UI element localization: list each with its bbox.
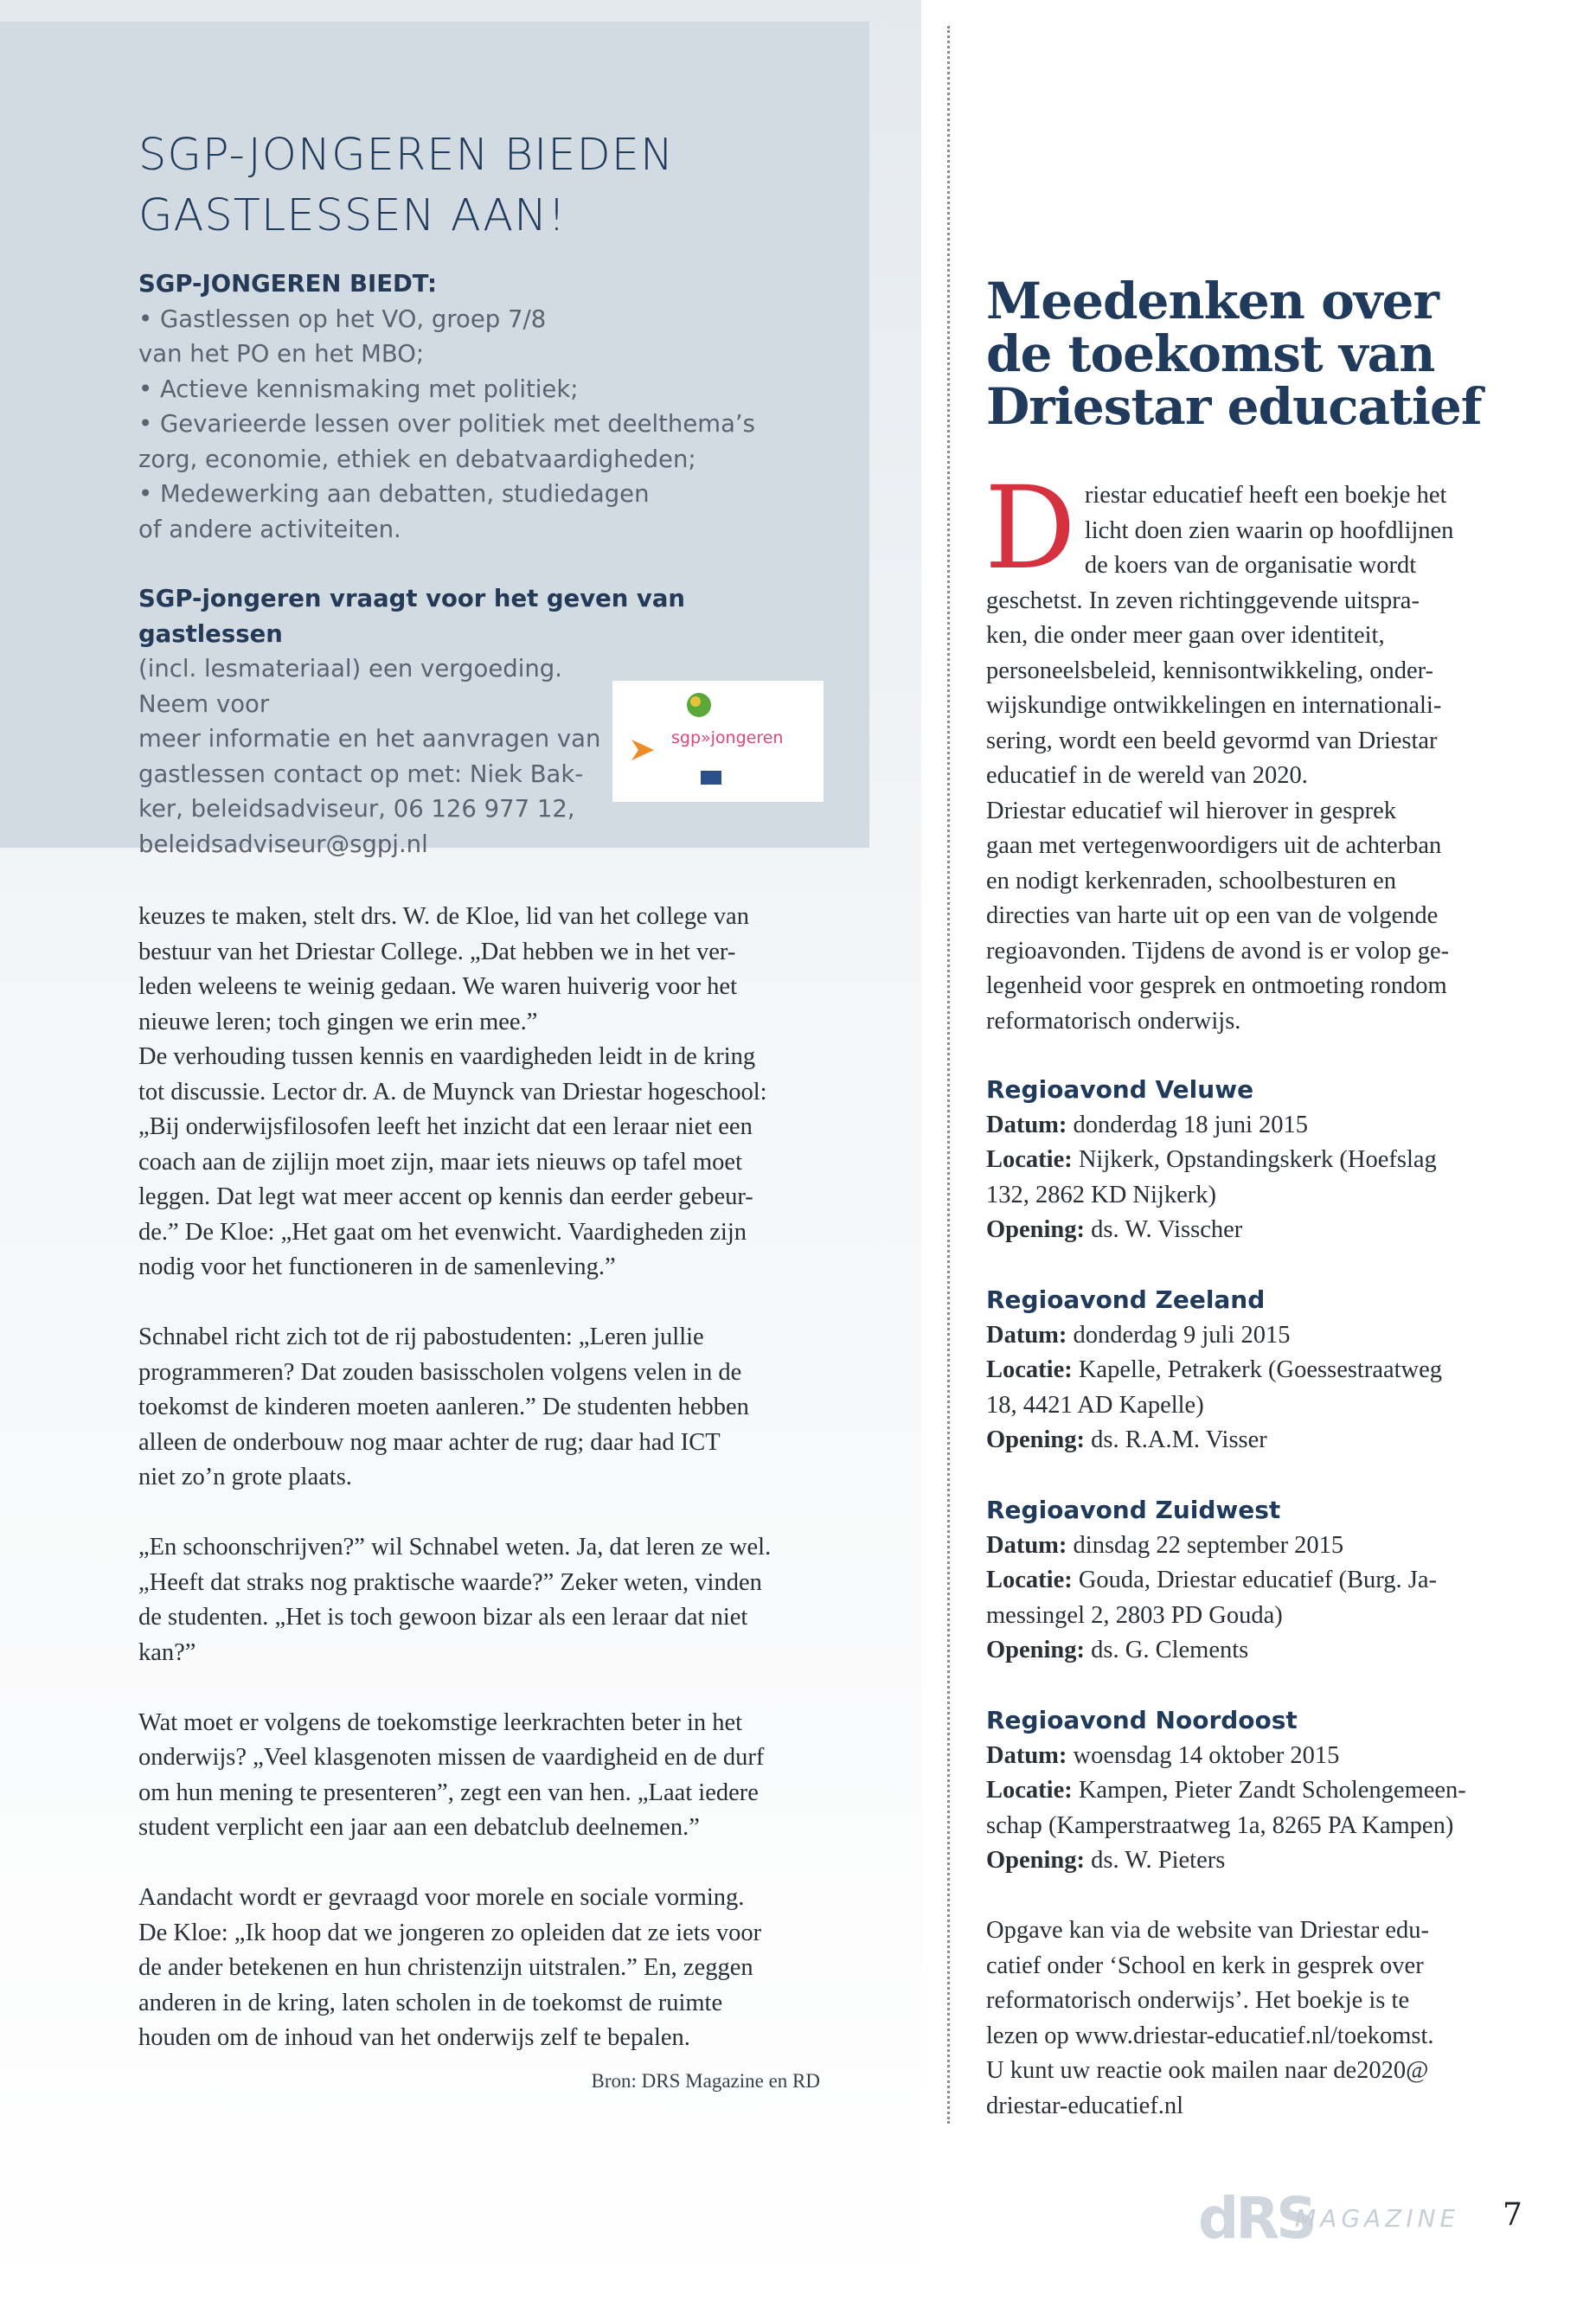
sgp-jongeren-logo	[612, 681, 824, 802]
intro-line: regioavonden. Tijdens de avond is er volop ge-	[986, 937, 1450, 965]
intro-line: gaan met vertegenwoordigers uit de achterban	[986, 832, 1442, 859]
article-line: leggen. Dat legt wat meer accent op kennis dan eerder gebeur-	[138, 1183, 753, 1210]
location-value: Kapelle, Petrakerk (Goessestraatweg	[1072, 1356, 1443, 1383]
article-closing	[986, 1913, 1540, 2124]
opening-label: Opening:	[986, 1426, 1086, 1453]
closing-line: catief onder ‘School en kerk in gesprek over	[986, 1952, 1424, 1979]
article-line: bestuur van het Driestar College. „Dat hebben we in het ver-	[138, 938, 736, 965]
intro-line: licht doen zien waarin op hoofdlijnen	[1084, 516, 1454, 544]
event-date	[986, 1318, 1540, 1354]
event-location	[986, 1143, 1540, 1178]
box-title-line: GASTLESSEN AAN!	[138, 190, 567, 241]
date-label: Datum:	[986, 1111, 1067, 1138]
title-line: Driestar educatief	[986, 377, 1482, 436]
intro-line: riestar educatief heeft een boekje het	[1084, 482, 1447, 509]
article-line: programmeren? Dat zouden basisscholen volgens velen in de	[138, 1358, 742, 1386]
article-line: „En schoonschrijven?” wil Schnabel weten. Ja, dat leren ze wel.	[138, 1534, 772, 1561]
event-date	[986, 1529, 1540, 1564]
event-title: Regioavond Zuidwest	[986, 1496, 1281, 1524]
closing-line: U kunt uw reactie ook mailen naar de2020@	[986, 2057, 1429, 2084]
location-label: Locatie:	[986, 1777, 1073, 1804]
email-link[interactable]: beleidsadviseur@sgpj.nl	[138, 830, 428, 858]
date-value: dinsdag 22 september 2015	[1067, 1531, 1344, 1559]
contact-line: gastlessen contact op met: Niek Bak-	[138, 760, 584, 788]
event-location	[986, 1353, 1540, 1388]
event-date	[986, 1108, 1540, 1144]
offer-line: • Gastlessen op het VO, groep 7/8	[138, 304, 547, 333]
closing-line: driestar-educatief.nl	[986, 2092, 1184, 2119]
regioavond-item	[986, 1283, 1540, 1458]
contact-line: meer informatie en het aanvragen van	[138, 725, 601, 753]
article-line: toekomst de kinderen moeten aanleren.” De studenten hebben	[138, 1394, 749, 1420]
intro-line: de koers van de organisatie wordt	[1084, 552, 1417, 579]
offer-line: • Gevarieerde lessen over politiek met deelthema’s	[138, 410, 755, 438]
opening-value: ds. W. Visscher	[1085, 1216, 1243, 1243]
article-line: houden om de inhoud van het onderwijs zelf te bepalen.	[138, 2024, 690, 2051]
box-title	[138, 125, 796, 247]
article-line: „Bij onderwijsfilosofen leeft het inzicht dat een leraar niet een	[138, 1113, 753, 1140]
article-right-title	[986, 272, 1574, 436]
date-label: Datum:	[986, 1531, 1067, 1559]
article-line: tot discussie. Lector dr. A. de Muynck van Driestar hogeschool:	[138, 1078, 767, 1106]
intro-line: legenheid voor gesprek en ontmoeting rondom	[986, 972, 1447, 999]
box-title-line: SGP-JONGEREN BIEDEN	[138, 130, 675, 181]
article-line: Aandacht wordt er gevraagd voor morele en sociale vorming.	[138, 1884, 745, 1911]
intro-line: en nodigt kerkenraden, schoolbesturen en	[986, 867, 1397, 894]
location-value-cont: messingel 2, 2803 PD Gouda)	[986, 1601, 1283, 1629]
logo-orange-arrow	[631, 740, 654, 760]
event-title: Regioavond Noordoost	[986, 1706, 1298, 1734]
article-left-body	[138, 900, 830, 2056]
location-value: Gouda, Driestar educatief (Burg. Ja-	[1072, 1567, 1437, 1593]
drs-logo-letters: dRS	[1198, 2185, 1314, 2252]
date-value: donderdag 18 juni 2015	[1067, 1111, 1309, 1138]
article-line: De Kloe: „Ik hoop dat we jongeren zo opleiden dat ze iets voor	[138, 1919, 762, 1946]
date-label: Datum:	[986, 1741, 1067, 1769]
intro-line: directies van harte uit op een van de volgende	[986, 902, 1439, 929]
article-line: Schnabel richt zich tot de rij pabostudenten: „Leren jullie	[138, 1324, 704, 1350]
logo-blue-block	[701, 771, 721, 785]
event-title: Regioavond Zeeland	[986, 1285, 1266, 1314]
article-line: de ander betekenen en hun christenzijn uitstralen.” En, zeggen	[138, 1954, 753, 1981]
offer-line: zorg, economie, ethiek en debatvaardigheden;	[138, 445, 696, 473]
article-line: niet zo’n grote plaats.	[138, 1464, 352, 1490]
article-line: nieuwe leren; toch gingen we erin mee.”	[138, 1008, 538, 1035]
regioavond-list	[986, 1073, 1540, 1913]
opening-value: ds. R.A.M. Visser	[1085, 1426, 1267, 1453]
article-line: nodig voor het functioneren in de samenleving.”	[138, 1253, 616, 1280]
article-line: onderwijs? „Veel klasgenoten missen de vaardigheid en de durf	[138, 1744, 765, 1771]
date-value: donderdag 9 juli 2015	[1067, 1321, 1291, 1349]
article-line: coach aan de zijlijn moet zijn, maar iets nieuws op tafel moet	[138, 1148, 742, 1176]
location-label: Locatie:	[986, 1146, 1073, 1173]
logo-text: sgp»jongeren	[671, 728, 784, 747]
intro-line: geschetst. In zeven richtinggevende uitspra-	[986, 586, 1420, 614]
drop-cap: D	[984, 462, 1076, 595]
contact-line: ker, beleidsadviseur, 06 126 977 12,	[138, 795, 575, 823]
title-line: de toekomst van	[986, 324, 1435, 383]
sgp-logo-graphic	[612, 681, 824, 802]
opening-value: ds. W. Pieters	[1085, 1847, 1226, 1874]
magazine-wordmark: MAGAZINE	[1295, 2204, 1460, 2233]
article-source: Bron: DRS Magazine en RD	[591, 2070, 820, 2092]
location-value: Kampen, Pieter Zandt Scholengemeen-	[1072, 1777, 1466, 1804]
date-label: Datum:	[986, 1321, 1067, 1349]
offers-heading: SGP-JONGEREN BIEDT:	[138, 270, 438, 298]
opening-label: Opening:	[986, 1216, 1086, 1243]
closing-line: Opgave kan via de website van Driestar edu-	[986, 1917, 1430, 1944]
event-opening	[986, 1213, 1540, 1248]
offer-line: • Medewerking aan debatten, studiedagen	[138, 480, 650, 508]
intro-line: wijskundige ontwikkelingen en internationali-	[986, 692, 1442, 719]
page-number: 7	[1503, 2197, 1522, 2233]
offer-line: of andere activiteiten.	[138, 515, 401, 543]
intro-line: sering, wordt een beeld gevormd van Driestar	[986, 727, 1438, 754]
article-line: Wat moet er volgens de toekomstige leerkrachten beter in het	[138, 1708, 743, 1736]
event-opening	[986, 1843, 1540, 1879]
location-value-cont: 18, 4421 AD Kapelle)	[986, 1391, 1204, 1419]
article-line: De verhouding tussen kennis en vaardigheden leidt in de kring	[138, 1043, 756, 1070]
regioavond-item	[986, 1073, 1540, 1248]
event-location	[986, 1563, 1540, 1599]
location-label: Locatie:	[986, 1356, 1073, 1383]
location-label: Locatie:	[986, 1567, 1073, 1593]
intro-line: ken, die onder meer gaan over identiteit,	[986, 622, 1385, 649]
article-line: om hun mening te presenteren”, zegt een van hen. „Laat iedere	[138, 1779, 759, 1806]
closing-line: lezen op www.driestar-educatief.nl/toekomst.	[986, 2022, 1434, 2049]
contact-line: (incl. lesmateriaal) een vergoeding. Neem voor	[138, 655, 562, 718]
opening-label: Opening:	[986, 1637, 1086, 1663]
closing-line: reformatorisch onderwijs’. Het boekje is te	[986, 1987, 1410, 2014]
article-line: anderen in de kring, laten scholen in de toekomst de ruimte	[138, 1989, 723, 2016]
event-opening	[986, 1633, 1540, 1669]
intro-line: reformatorisch onderwijs.	[986, 1007, 1241, 1035]
offer-line: • Actieve kennismaking met politiek;	[138, 375, 579, 403]
location-value-cont: 132, 2862 KD Nijkerk)	[986, 1181, 1216, 1208]
article-line: de.” De Kloe: „Het gaat om het evenwicht. Vaardigheden zijn	[138, 1218, 747, 1246]
opening-value: ds. G. Clements	[1085, 1637, 1249, 1663]
intro-line: personeelsbeleid, kennisontwikkeling, onder-	[986, 657, 1434, 684]
article-line: „Heeft dat straks nog praktische waarde?” Zeker weten, vinden	[138, 1568, 762, 1596]
event-opening	[986, 1423, 1540, 1458]
article-line: kan?”	[138, 1638, 196, 1666]
offer-line: van het PO en het MBO;	[138, 340, 425, 368]
location-value: Nijkerk, Opstandingskerk (Hoefslag	[1072, 1146, 1437, 1173]
opening-label: Opening:	[986, 1847, 1086, 1874]
date-value: woensdag 14 oktober 2015	[1067, 1741, 1340, 1769]
article-line: alleen de onderbouw nog maar achter de rug; daar had ICT	[138, 1428, 721, 1456]
fee-heading: SGP-jongeren vraagt voor het geven van gastlessen	[138, 585, 685, 648]
event-title: Regioavond Veluwe	[986, 1075, 1254, 1104]
regioavond-item	[986, 1703, 1540, 1879]
drs-magazine-logo	[1198, 2185, 1460, 2252]
article-line: keuzes te maken, stelt drs. W. de Kloe, lid van het college van	[138, 903, 749, 930]
article-line: student verplicht een jaar aan een debatclub deelnemen.”	[138, 1814, 700, 1841]
event-location	[986, 1773, 1540, 1809]
intro-line: educatief in de wereld van 2020.	[986, 762, 1308, 789]
article-right-intro	[984, 462, 1522, 1039]
column-divider	[947, 26, 950, 2124]
location-value-cont: schap (Kamperstraatweg 1a, 8265 PA Kampen)	[986, 1811, 1454, 1839]
article-line: de studenten. „Het is toch gewoon bizar als een leraar dat niet	[138, 1604, 748, 1631]
intro-line: Driestar educatief wil hierover in gesprek	[986, 797, 1397, 824]
regioavond-item	[986, 1493, 1540, 1669]
event-date	[986, 1739, 1540, 1774]
logo-yellow-dot	[690, 696, 701, 707]
title-line: Meedenken over	[986, 272, 1439, 330]
article-line: leden weleens te weinig gedaan. We waren huiverig voor het	[138, 973, 738, 1000]
